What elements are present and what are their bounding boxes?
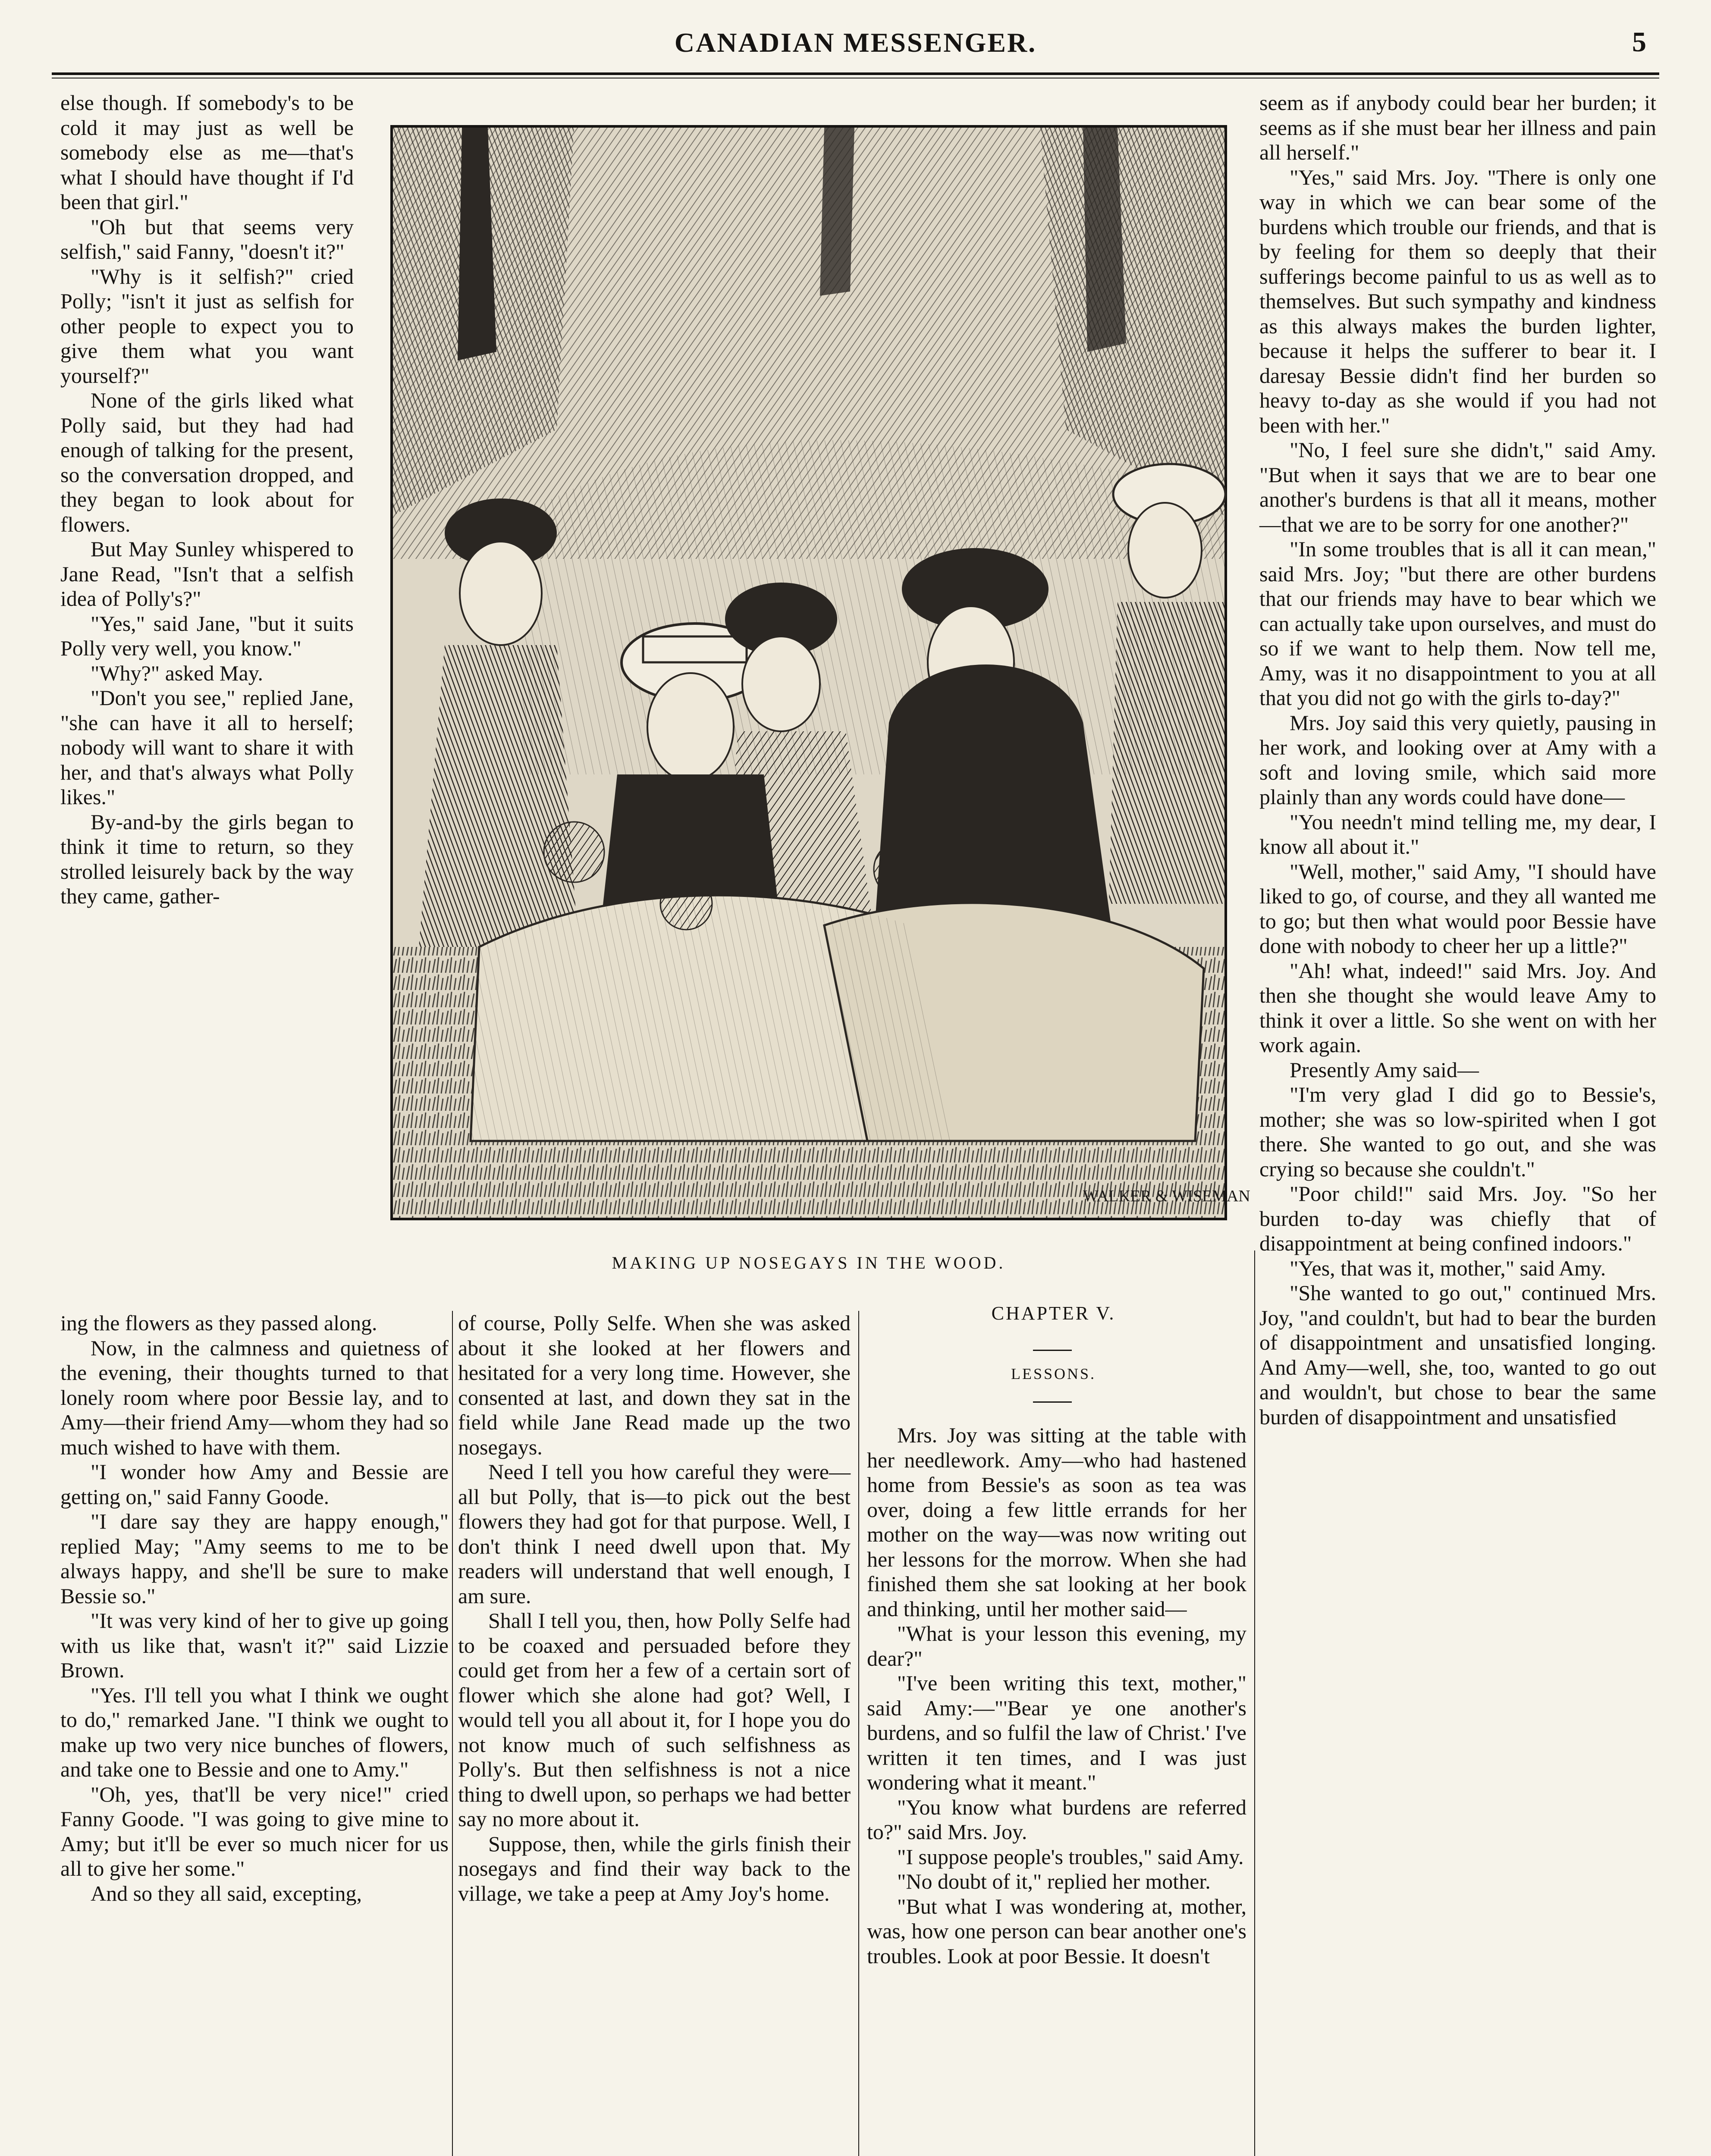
paragraph: "Ah! what, indeed!" said Mrs. Joy. And then she thought she would leave Amy to think it over a little. So she went on with her work again. [1259, 958, 1656, 1057]
paragraph: Mrs. Joy was sitting at the table with her needlework. Amy—who had hastened home from Bessie's as soon as tea was over, doing a few little errands for her mother on the way—was now writing out her lessons for the morrow. When she had finished them she sat looking at her book and thinking, until her mother said— [867, 1423, 1246, 1621]
paragraph: "But what I was wondering at, mother, was, how one person can bear another one's troubles. Look at poor Bessie. It doesn't [867, 1894, 1246, 1968]
paragraph: "Why is it selfish?" cried Polly; "isn't it just as selfish for other people to expect you to give them what you want yourself?" [60, 264, 354, 388]
paragraph: ing the flowers as they passed along. [60, 1311, 377, 1335]
paragraph: "No doubt of it," replied her mother. [897, 1869, 1211, 1893]
column-3 [867, 1423, 1246, 2156]
paragraph: "I've been writing this text, mother," said Amy:—"'Bear ye one another's burdens, and so fulfil the law of Christ.' I've written it ten times, and I was just wondering what it meant." [867, 1671, 1246, 1794]
paragraph: "Yes, that was it, mother," said Amy. [1290, 1256, 1606, 1280]
paragraph: "I dare say they are happy enough," replied May; "Amy seems to me to be always happy, and she'll be sure to make Bessie so." [60, 1509, 449, 1608]
paragraph: "It was very kind of her to give up going with us like that, wasn't it?" said Lizzie Brown. [60, 1608, 449, 1682]
paragraph: "Poor child!" said Mrs. Joy. "So her burden to-day was chiefly that of disappointment at being confined indoors." [1259, 1181, 1656, 1255]
paragraph: "In some troubles that is all it can mean," said Mrs. Joy; "but there are other burdens that our friends may have to bear which we can actually take upon ourselves, and must do so if we want to help them. Now tell me, Amy, was it no disappointment to you at all that you did not go with the girls to-day?" [1259, 537, 1656, 710]
engraving-illustration [390, 125, 1250, 1220]
paragraph: "You know what burdens are referred to?" said Mrs. Joy. [867, 1795, 1246, 1844]
column-rule-1 [452, 1311, 453, 2156]
paragraph: Shall I tell you, then, how Polly Selfe had to be coaxed and persuaded before they could get from her a few of a certain sort of flower which she alone had got? Well, I would tell you all about it, for I hope you do not know much of such selfishness as Polly's. But then selfishness is not a nice thing to dwell upon, so perhaps we had better say no more about it. [458, 1608, 851, 1831]
paragraph: of course, Polly Selfe. When she was asked about it she looked at her flowers and hesitated for a very long time. However, she consented at last, and down they sat in the field while Jane Read made up the two nosegays. [458, 1311, 851, 1459]
paragraph: Suppose, then, while the girls finish their nosegays and find their way back to the village, we take a peep at Amy Joy's home. [458, 1831, 851, 1905]
paragraph: "No, I feel sure she didn't," said Amy. "But when it says that we are to bear one another's burdens is that all it means, mother—that we are to be sorry for one another?" [1259, 438, 1656, 536]
column-1-top [60, 91, 354, 1311]
header-rule [52, 72, 1659, 75]
paragraph: "You needn't mind telling me, my dear, I know all about it." [1259, 809, 1656, 859]
paragraph: else though. If somebody's to be cold it may just as well be somebody else as me—that's what I should have thought if I'd been that girl." [60, 91, 354, 214]
column-rule-3 [1254, 1250, 1255, 2156]
column-rule-2 [858, 1311, 859, 2156]
paragraph: "Don't you see," replied Jane, "she can have it all to herself; nobody will want to share it with her, and that's always what Polly likes." [60, 686, 354, 809]
page-header-title: CANADIAN MESSENGER. [674, 27, 1037, 58]
column-4 [1259, 91, 1656, 2156]
paragraph: "Yes," said Jane, "but it suits Polly very well, you know." [60, 611, 354, 660]
column-1-bottom [60, 1311, 449, 2156]
paragraph: Now, in the calmness and quietness of the evening, their thoughts turned to that lonely room where poor Bessie lay, and to Amy—their friend Amy—whom they had so much wished to have with them. [60, 1335, 449, 1459]
paragraph: "Yes. I'll tell you what I think we ought to do," remarked Jane. "I think we ought to make up two very nice bunches of flowers, and take one to Bessie and one to Amy." [60, 1683, 449, 1781]
chapter-rule [1033, 1350, 1072, 1351]
paragraph: seem as if anybody could bear her burden; it seems as if she must bear her illness and pain all herself." [1259, 91, 1656, 164]
svg-text:WALKER & WISEMAN: WALKER & WISEMAN [1083, 1187, 1250, 1205]
subtitle-rule [1033, 1401, 1072, 1403]
paragraph: "Well, mother," said Amy, "I should have liked to go, of course, and they all wanted me to go; but then what would poor Bessie have done with nobody to cheer her up a little?" [1259, 859, 1656, 958]
paragraph: "Yes," said Mrs. Joy. "There is only one way in which we can bear some of the burdens which trouble our friends, and that is by feeling for them so deeply that their sufferings become painful to us as well as to themselves. But such sympathy and kindness as this always makes the burden lighter, because it helps the sufferer to bear it. I daresay Bessie didn't find her burden so heavy to-day as she would if you had not been with her." [1259, 165, 1656, 437]
paragraph: "I suppose people's troubles," said Amy. [897, 1844, 1244, 1869]
paragraph: And so they all said, excepting, [91, 1881, 362, 1905]
paragraph: But May Sunley whispered to Jane Read, "Isn't that a selfish idea of Polly's?" [60, 537, 354, 611]
paragraph: "I'm very glad I did go to Bessie's, mother; she was so low-spirited when I got there. She wanted to go out, and she was crying so because she couldn't." [1259, 1082, 1656, 1181]
illustration-caption: MAKING UP NOSEGAYS IN THE WOOD. [612, 1253, 1006, 1272]
paragraph: Need I tell you how careful they were—all but Polly, that is—to pick out the best flowers they had got for that purpose. Well, I don't think I need dwell upon that. My readers will understand that well enough, I am sure. [458, 1460, 851, 1608]
paragraph: "Oh but that seems very selfish," said Fanny, "doesn't it?" [60, 214, 354, 263]
paragraph: "I wonder how Amy and Bessie are getting on," said Fanny Goode. [60, 1460, 449, 1509]
paragraph: "What is your lesson this evening, my dear?" [867, 1621, 1246, 1670]
column-2 [458, 1311, 851, 2156]
paragraph: "Why?" asked May. [91, 661, 263, 685]
chapter-heading: CHAPTER V. [991, 1303, 1116, 1324]
paragraph: Mrs. Joy said this very quietly, pausing in her work, and looking over at Amy with a soft and loving smile, which said more plainly than any words could have done— [1259, 710, 1656, 809]
paragraph: By-and-by the girls began to think it time to return, so they strolled leisurely back by the way they came, gather- [60, 809, 354, 908]
paragraph: Presently Amy said— [1290, 1057, 1479, 1082]
paragraph: "She wanted to go out," continued Mrs. Joy, "and couldn't, but had to bear the burden of disappointment and unsatisfied longing. And Amy—well, she, too, wanted to go out and wouldn't, but chose to bear the same burden of disappointment and unsatisfied [1259, 1281, 1656, 1429]
chapter-subtitle: LESSONS. [1011, 1365, 1096, 1382]
page-number: 5 [1632, 26, 1646, 58]
paragraph: None of the girls liked what Polly said, but they had had enough of talking for the present, so the conversation dropped, and they began to look about for flowers. [60, 388, 354, 536]
paragraph: "Oh, yes, that'll be very nice!" cried Fanny Goode. "I was going to give mine to Amy; but it'll be ever so much nicer for us all to give her some." [60, 1782, 449, 1880]
